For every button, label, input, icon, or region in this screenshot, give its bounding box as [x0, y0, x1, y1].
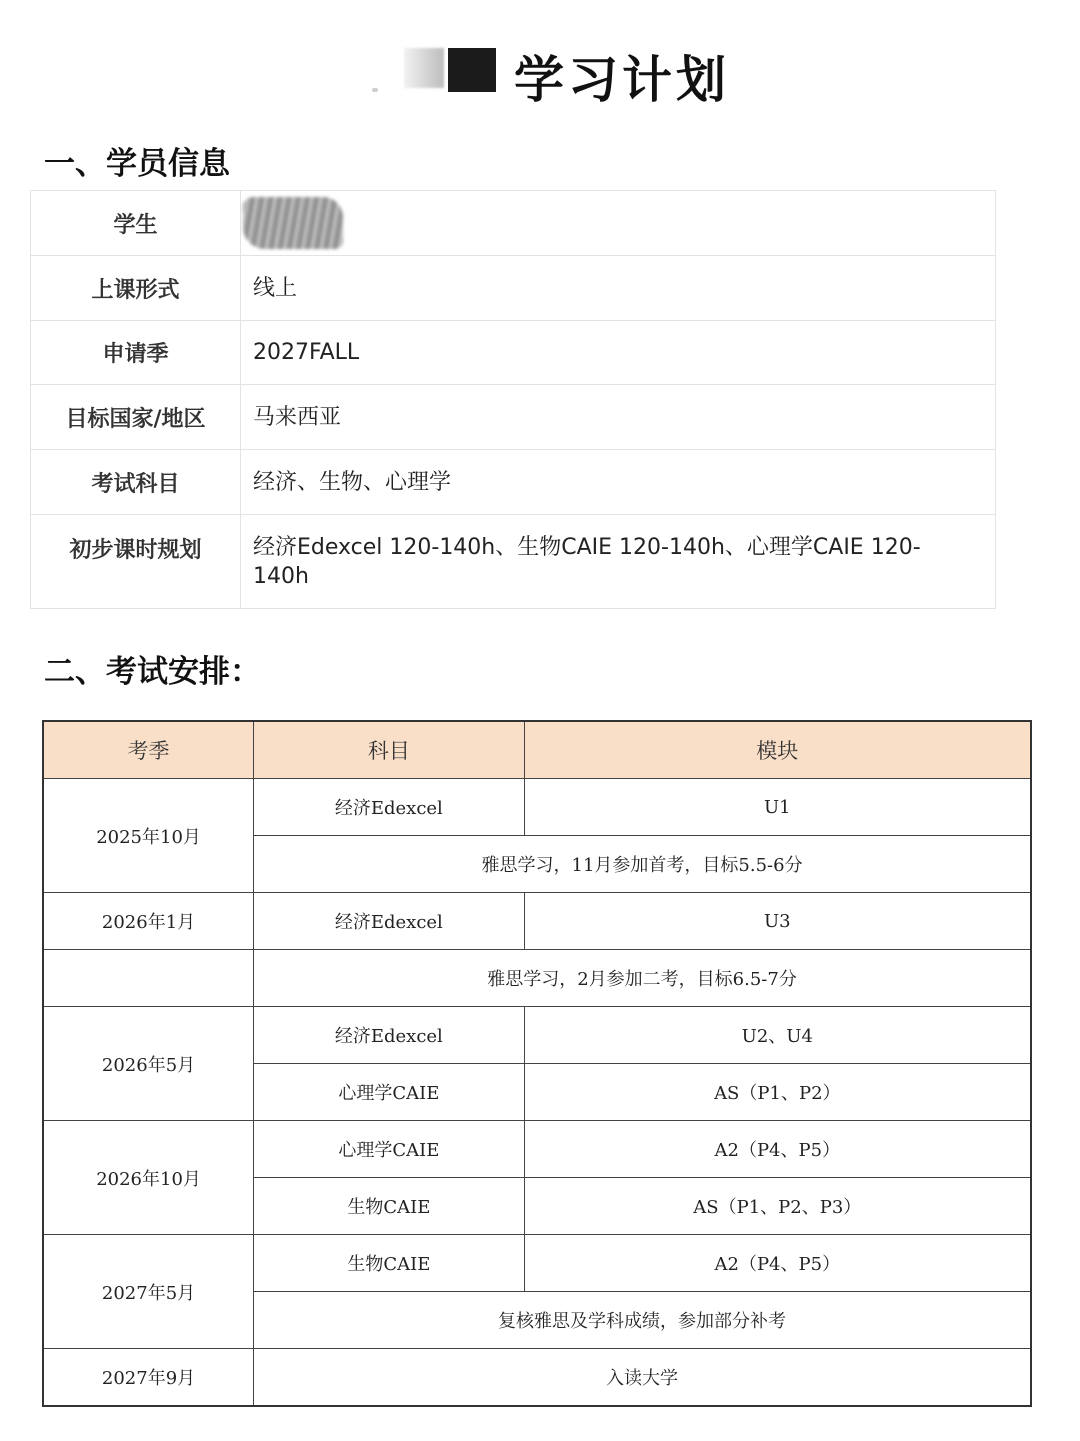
subject-cell: 经济Edexcel: [254, 779, 525, 836]
subject-cell: 生物CAIE: [254, 1178, 525, 1235]
module-cell: A2（P4、P5）: [524, 1235, 1031, 1292]
redaction-mark: [372, 88, 378, 92]
redaction-block: [448, 48, 496, 92]
row-value: 经济Edexcel 120-140h、生物CAIE 120-140h、心理学CAIE 120-140h: [241, 515, 996, 609]
row-label: 考试科目: [31, 450, 241, 515]
table-row: [31, 256, 996, 321]
subject-cell: 经济Edexcel: [254, 893, 525, 950]
row-label: 上课形式: [31, 256, 241, 321]
subject-cell: 心理学CAIE: [254, 1064, 525, 1121]
exam-season-cell: 2026年5月: [43, 1007, 254, 1121]
row-value: 线上: [241, 256, 996, 321]
table-row: [31, 321, 996, 385]
row-value: 马来西亚: [241, 385, 996, 450]
column-header-subject: 科目: [254, 721, 525, 779]
table-header-row: [43, 721, 1031, 779]
module-cell: A2（P4、P5）: [524, 1121, 1031, 1178]
section-heading-exam-schedule: 二、考试安排：: [44, 654, 261, 690]
table-row: [31, 450, 996, 515]
table-row: [43, 1349, 1031, 1407]
exam-season-cell: 2027年5月: [43, 1235, 254, 1349]
exam-season-cell: 2026年1月: [43, 893, 254, 950]
student-info-table: [30, 190, 996, 609]
section-heading-student-info: 一、学员信息: [44, 146, 230, 182]
note-cell: 雅思学习，2月参加二考，目标6.5-7分: [254, 950, 1031, 1007]
module-cell: U1: [524, 779, 1031, 836]
title-area: [0, 18, 1080, 109]
exam-season-cell: 2025年10月: [43, 779, 254, 893]
subject-cell: 经济Edexcel: [254, 1007, 525, 1064]
table-row: [31, 191, 996, 256]
student-name-value: [241, 191, 996, 256]
table-row: [43, 1007, 1031, 1064]
row-label: 申请季: [31, 321, 241, 385]
subject-cell: 生物CAIE: [254, 1235, 525, 1292]
table-row: [43, 1235, 1031, 1292]
note-cell: 雅思学习，11月参加首考，目标5.5-6分: [254, 836, 1031, 893]
exam-schedule-table: [42, 720, 1032, 1407]
table-row: [31, 515, 996, 609]
module-cell: U3: [524, 893, 1031, 950]
table-row: [43, 779, 1031, 836]
row-value: 经济、生物、心理学: [241, 450, 996, 515]
redaction-block: [404, 48, 444, 88]
exam-season-cell-empty: [43, 950, 254, 1007]
table-row: [43, 950, 1031, 1007]
exam-season-cell: 2026年10月: [43, 1121, 254, 1235]
column-header-module: 模块: [524, 721, 1031, 779]
row-value: 2027FALL: [241, 321, 996, 385]
redacted-name: [243, 197, 343, 249]
table-row: [31, 385, 996, 450]
row-label: 目标国家/地区: [31, 385, 241, 450]
subject-cell: 心理学CAIE: [254, 1121, 525, 1178]
table-row: [43, 893, 1031, 950]
table-row: [43, 1121, 1031, 1178]
note-cell: 复核雅思及学科成绩，参加部分补考: [254, 1292, 1031, 1349]
row-label: 学生: [31, 191, 241, 256]
module-cell: AS（P1、P2、P3）: [524, 1178, 1031, 1235]
module-cell: U2、U4: [524, 1007, 1031, 1064]
module-cell: AS（P1、P2）: [524, 1064, 1031, 1121]
note-cell: 入读大学: [254, 1349, 1031, 1407]
row-label: 初步课时规划: [31, 515, 241, 609]
exam-season-cell: 2027年9月: [43, 1349, 254, 1407]
column-header-season: 考季: [43, 721, 254, 779]
page-title: 学习计划: [514, 51, 730, 109]
